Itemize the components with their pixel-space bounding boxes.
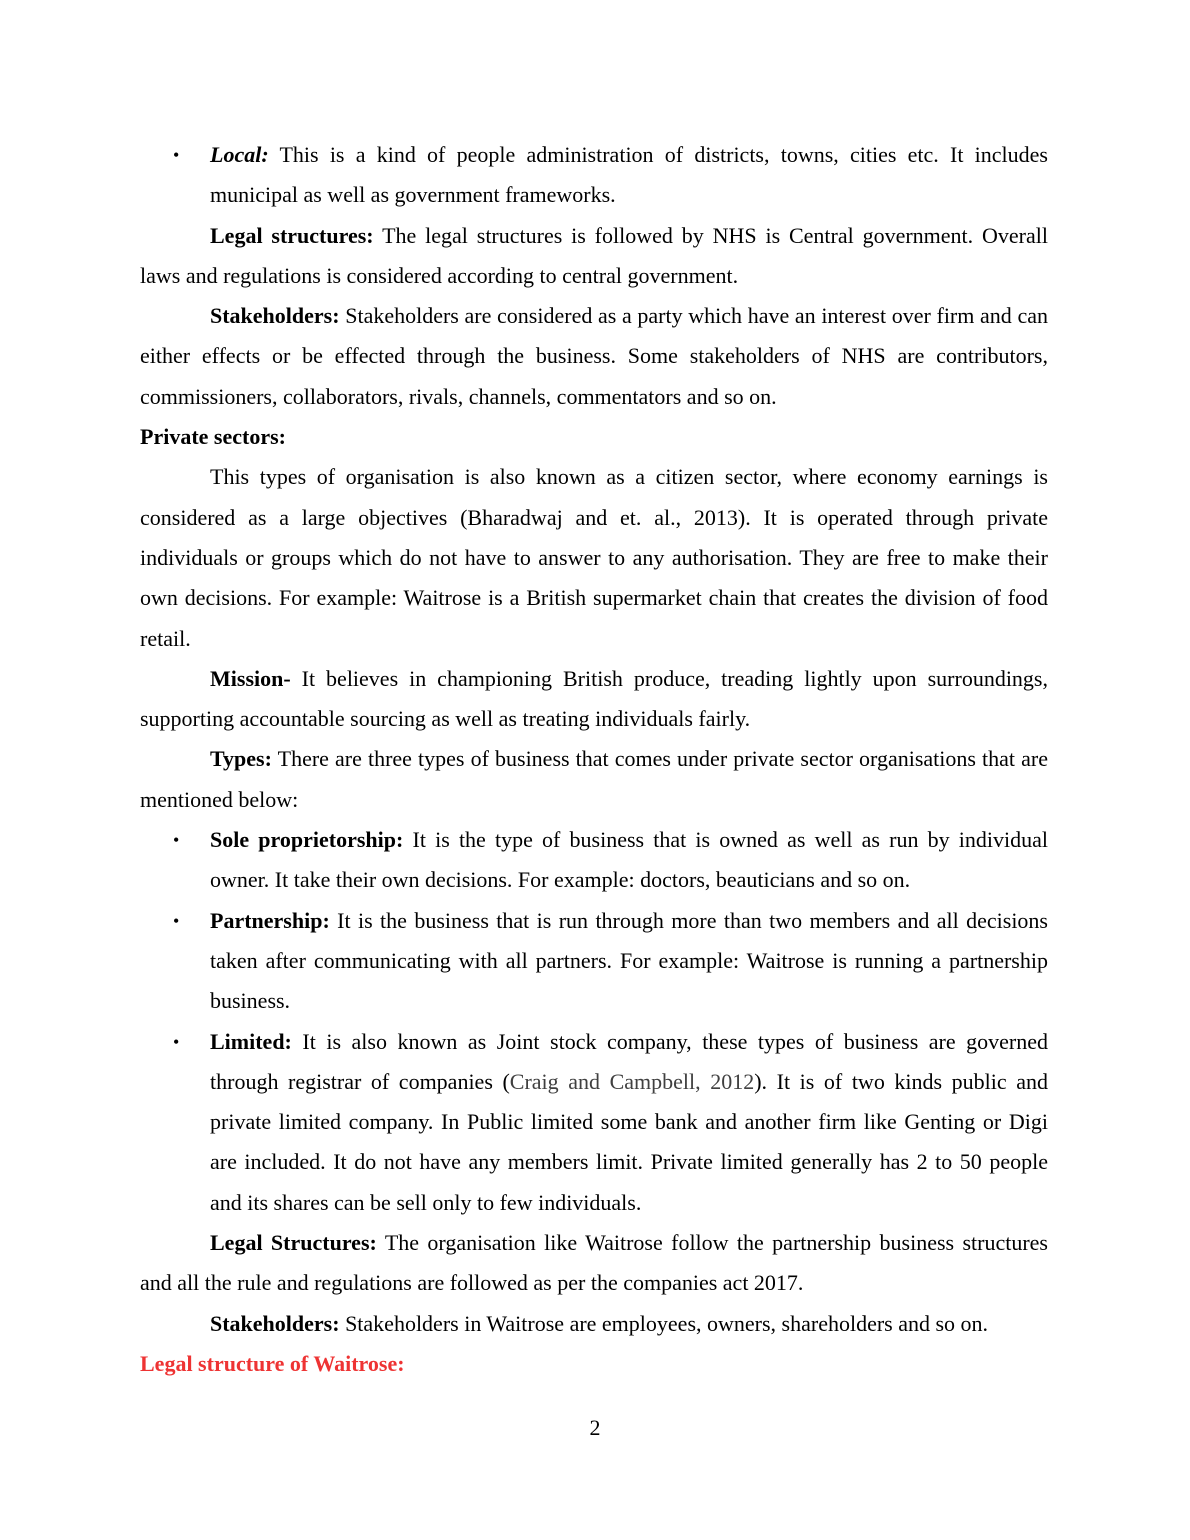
text: The organisation like Waitrose follow the partnership business structures and all the rule and regulations are followed as per the companies act 2017. xyxy=(140,1230,1048,1296)
bullet-icon: • xyxy=(173,830,180,851)
label: Mission- xyxy=(210,665,291,691)
bullet-local xyxy=(140,135,1048,216)
paragraph-private-body: This types of organisation is also known as a citizen sector, where economy earnings is considered as a large objectives (Bharadwaj and et. al., 2013). It is operated through private individuals or groups which do not have to answer to any authorisation. They are free to make their own decisions. For example: Waitrose is a British supermarket chain that creates the division of food retail. xyxy=(140,464,1048,651)
label: Partnership: xyxy=(210,907,330,933)
heading: Private sectors: xyxy=(140,424,286,450)
paragraph-types xyxy=(140,739,1048,820)
label: Stakeholders: xyxy=(210,1310,340,1336)
text: It is also known as Joint stock company, these types of business are governed through registrar of companies ( xyxy=(210,1028,1048,1094)
text: ). It is of two kinds public and private limited company. In Public limited some bank and another firm like Genting or Digi are included. It do not have any members limit. Private limited generally has 2 to 50 people and its shares can be sell only to few individuals. xyxy=(210,1068,1048,1215)
paragraph-stakeholders xyxy=(140,296,1048,417)
text: It is the type of business that is owned as well as run by individual owner. It take their own decisions. For example: doctors, beauticians and so on. xyxy=(210,827,1049,893)
bullet-icon: • xyxy=(173,1031,180,1052)
paragraph-mission xyxy=(140,659,1048,740)
bullet-icon: • xyxy=(173,910,180,931)
label: Legal Structures: xyxy=(210,1230,377,1256)
text: This is a kind of people administration of districts, towns, cities etc. It includes municipal as well as government frameworks. xyxy=(210,142,1048,208)
text: It believes in championing British produce, treading lightly upon surroundings, supporting accountable sourcing as well as treating individuals fairly. xyxy=(140,665,1048,732)
label: Local: xyxy=(210,142,269,167)
bullet-limited xyxy=(140,1022,1048,1223)
paragraph-legal-structures-waitrose xyxy=(140,1223,1048,1304)
label: Legal structures: xyxy=(210,222,374,248)
label: Sole proprietorship: xyxy=(210,827,404,853)
text: Stakeholders in Waitrose are employees, owners, shareholders and so on. xyxy=(339,1310,989,1336)
citation: Craig and Campbell, 2012 xyxy=(509,1068,755,1094)
paragraph-stakeholders-waitrose xyxy=(140,1304,1048,1344)
bullet-icon: • xyxy=(173,145,180,165)
paragraph-legal-structures xyxy=(140,216,1048,297)
document-body xyxy=(140,135,1048,1384)
text: The legal structures is followed by NHS is Central government. Overall laws and regulations is considered according to central government. xyxy=(140,222,1048,288)
label: Stakeholders: xyxy=(210,303,340,329)
text: It is the business that is run through more than two members and all decisions taken after communicating with all partners. For example: Waitrose is running a partnership business. xyxy=(210,907,1048,1014)
bullet-sole-proprietorship xyxy=(140,820,1048,901)
heading-private-sectors xyxy=(140,417,1048,457)
bullet-partnership xyxy=(140,901,1048,1022)
label: Limited: xyxy=(210,1028,292,1054)
text: There are three types of business that comes under private sector organisations that are mentioned below: xyxy=(140,746,1048,812)
text: Stakeholders are considered as a party which have an interest over firm and can either effects or be effected through the business. Some stakeholders of NHS are contributors, commissioners, collaborators, rivals, channels, commentators and so on. xyxy=(140,303,1048,409)
label: Types: xyxy=(210,746,272,772)
page-number: 2 xyxy=(589,1415,601,1440)
heading-legal-structure-waitrose: Legal structure of Waitrose: xyxy=(140,1350,405,1376)
